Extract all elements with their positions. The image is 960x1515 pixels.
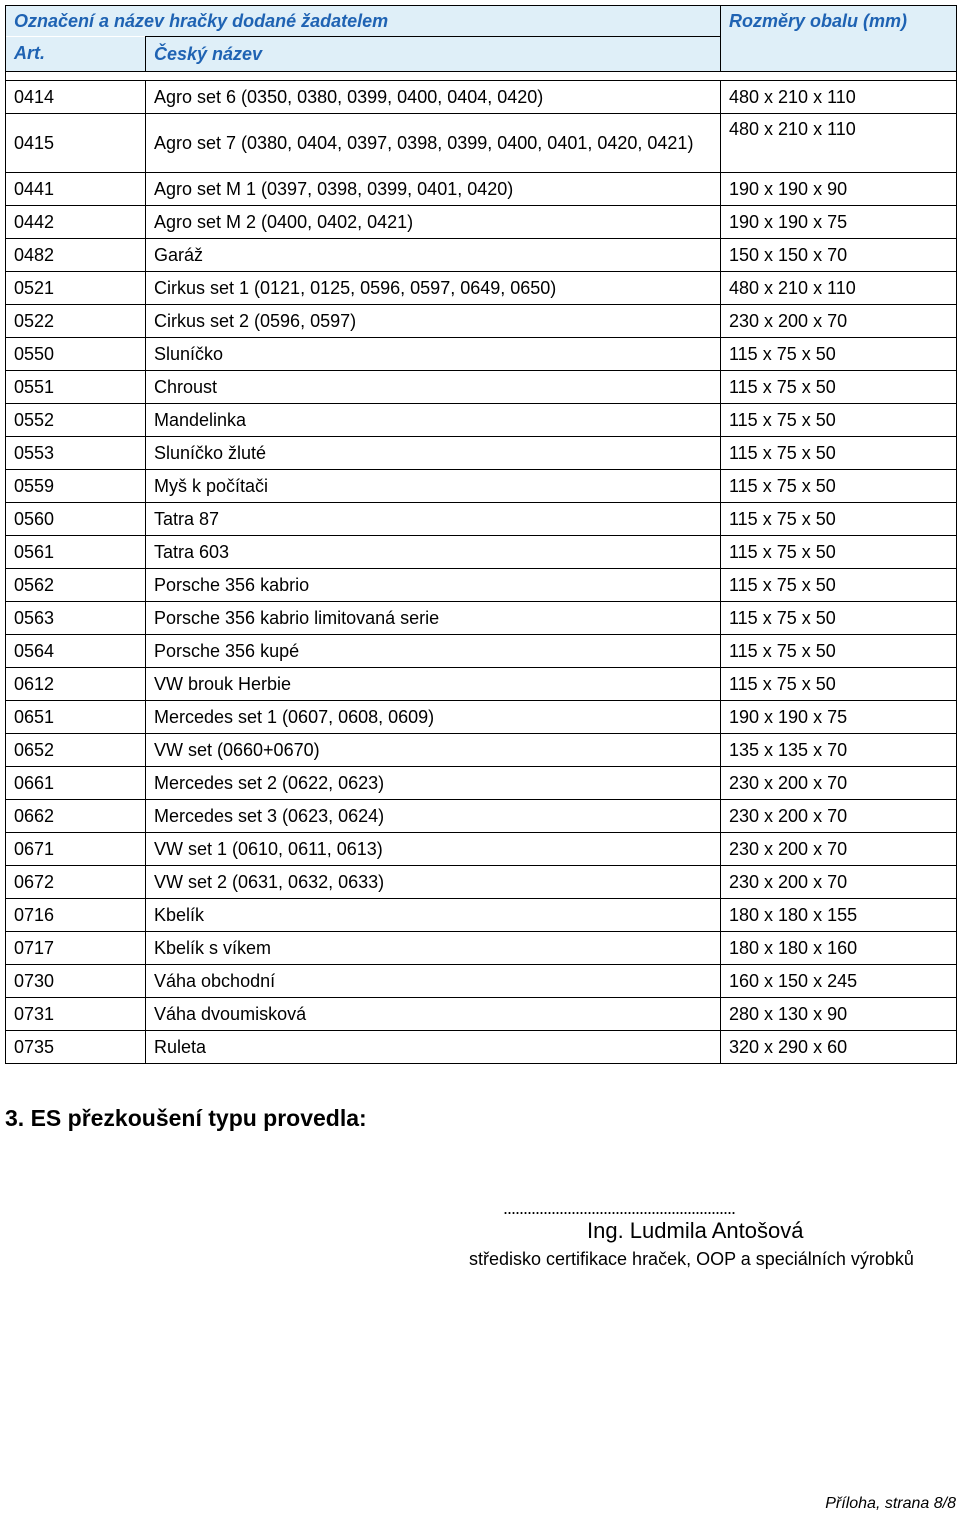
cell-size: 480 x 210 x 110 [721,272,957,305]
table-row [6,338,957,371]
table-row [6,701,957,734]
header-group-title: Označení a název hračky dodané žadatelem [6,6,721,37]
cell-art: 0716 [6,899,146,932]
cell-name: Agro set 6 (0350, 0380, 0399, 0400, 0404, 0420) [146,81,721,114]
cell-size: 115 x 75 x 50 [721,503,957,536]
section-title: 3. ES přezkoušení typu provedla: [5,1105,367,1131]
table-row [6,437,957,470]
cell-size: 230 x 200 x 70 [721,800,957,833]
table-row [6,668,957,701]
header-art: Art. [6,37,146,72]
table-row [6,1031,957,1064]
cell-name: Cirkus set 1 (0121, 0125, 0596, 0597, 0649, 0650) [146,272,721,305]
cell-size: 135 x 135 x 70 [721,734,957,767]
table-row [6,81,957,114]
cell-name: Agro set M 1 (0397, 0398, 0399, 0401, 0420) [146,173,721,206]
cell-name: Cirkus set 2 (0596, 0597) [146,305,721,338]
cell-name: Váha dvoumisková [146,998,721,1031]
cell-name: Kbelík s víkem [146,932,721,965]
cell-art: 0651 [6,701,146,734]
cell-size: 230 x 200 x 70 [721,305,957,338]
cell-art: 0562 [6,569,146,602]
toy-table [5,5,957,1064]
cell-size: 230 x 200 x 70 [721,767,957,800]
table-row [6,734,957,767]
cell-art: 0415 [6,114,146,173]
cell-name: VW set (0660+0670) [146,734,721,767]
cell-art: 0482 [6,239,146,272]
cell-name: Mercedes set 2 (0622, 0623) [146,767,721,800]
cell-size: 115 x 75 x 50 [721,668,957,701]
table-row [6,965,957,998]
cell-name: VW brouk Herbie [146,668,721,701]
cell-name: Porsche 356 kabrio limitovaná serie [146,602,721,635]
cell-name: Agro set 7 (0380, 0404, 0397, 0398, 0399, 0400, 0401, 0420, 0421) [146,114,721,173]
cell-name: Mandelinka [146,404,721,437]
cell-art: 0553 [6,437,146,470]
table-row [6,272,957,305]
cell-size: 115 x 75 x 50 [721,602,957,635]
cell-size: 115 x 75 x 50 [721,371,957,404]
table-row [6,404,957,437]
table-row [6,305,957,338]
cell-size: 160 x 150 x 245 [721,965,957,998]
cell-art: 0652 [6,734,146,767]
cell-art: 0552 [6,404,146,437]
cell-name: Mercedes set 3 (0623, 0624) [146,800,721,833]
table-row [6,569,957,602]
cell-size: 150 x 150 x 70 [721,239,957,272]
cell-art: 0717 [6,932,146,965]
cell-art: 0735 [6,1031,146,1064]
cell-size: 180 x 180 x 155 [721,899,957,932]
cell-size: 115 x 75 x 50 [721,569,957,602]
page-footer: Příloha, strana 8/8 [825,1495,956,1512]
table-header-row [6,6,957,37]
cell-name: VW set 2 (0631, 0632, 0633) [146,866,721,899]
cell-size: 480 x 210 x 110 [721,81,957,114]
cell-art: 0442 [6,206,146,239]
cell-art: 0522 [6,305,146,338]
cell-art: 0662 [6,800,146,833]
cell-size: 280 x 130 x 90 [721,998,957,1031]
signer-name: Ing. Ludmila Antošová [587,1218,804,1243]
cell-name: Kbelík [146,899,721,932]
cell-name: Váha obchodní [146,965,721,998]
cell-name: Tatra 603 [146,536,721,569]
cell-name: Agro set M 2 (0400, 0402, 0421) [146,206,721,239]
cell-name: Porsche 356 kabrio [146,569,721,602]
cell-art: 0414 [6,81,146,114]
cell-size: 190 x 190 x 90 [721,173,957,206]
cell-art: 0730 [6,965,146,998]
cell-size: 480 x 210 x 110 [721,114,957,173]
cell-name: Ruleta [146,1031,721,1064]
cell-art: 0564 [6,635,146,668]
cell-art: 0441 [6,173,146,206]
cell-size: 230 x 200 x 70 [721,833,957,866]
cell-art: 0559 [6,470,146,503]
cell-size: 115 x 75 x 50 [721,470,957,503]
cell-size: 190 x 190 x 75 [721,701,957,734]
signer-unit: středisko certifikace hraček, OOP a speciálních výrobků [469,1249,914,1269]
header-size: Rozměry obalu (mm) [721,6,957,72]
table-row [6,932,957,965]
cell-size: 115 x 75 x 50 [721,404,957,437]
cell-name: Chroust [146,371,721,404]
cell-size: 230 x 200 x 70 [721,866,957,899]
cell-size: 320 x 290 x 60 [721,1031,957,1064]
cell-name: Porsche 356 kupé [146,635,721,668]
cell-name: Tatra 87 [146,503,721,536]
cell-size: 190 x 190 x 75 [721,206,957,239]
table-row [6,899,957,932]
cell-name: Sluníčko žluté [146,437,721,470]
cell-art: 0550 [6,338,146,371]
table-row [6,239,957,272]
cell-size: 180 x 180 x 160 [721,932,957,965]
header-spacer [6,72,957,81]
cell-name: Sluníčko [146,338,721,371]
table-row [6,800,957,833]
header-name: Český název [146,37,721,72]
cell-size: 115 x 75 x 50 [721,536,957,569]
cell-art: 0731 [6,998,146,1031]
cell-art: 0612 [6,668,146,701]
table-row [6,602,957,635]
table-row [6,866,957,899]
table-row [6,767,957,800]
cell-art: 0563 [6,602,146,635]
cell-art: 0551 [6,371,146,404]
table-row [6,206,957,239]
cell-art: 0560 [6,503,146,536]
table-row [6,536,957,569]
cell-art: 0661 [6,767,146,800]
table-row [6,998,957,1031]
cell-size: 115 x 75 x 50 [721,635,957,668]
table-row [6,173,957,206]
cell-name: VW set 1 (0610, 0611, 0613) [146,833,721,866]
cell-name: Garáž [146,239,721,272]
table-row [6,371,957,404]
table-row [6,114,957,173]
cell-art: 0672 [6,866,146,899]
signature-line: .......................................................... [503,1198,736,1218]
table-row [6,833,957,866]
cell-name: Myš k počítači [146,470,721,503]
cell-size: 115 x 75 x 50 [721,437,957,470]
cell-art: 0671 [6,833,146,866]
cell-name: Mercedes set 1 (0607, 0608, 0609) [146,701,721,734]
cell-size: 115 x 75 x 50 [721,338,957,371]
cell-art: 0521 [6,272,146,305]
table-row [6,503,957,536]
cell-art: 0561 [6,536,146,569]
table-row [6,635,957,668]
table-row [6,470,957,503]
